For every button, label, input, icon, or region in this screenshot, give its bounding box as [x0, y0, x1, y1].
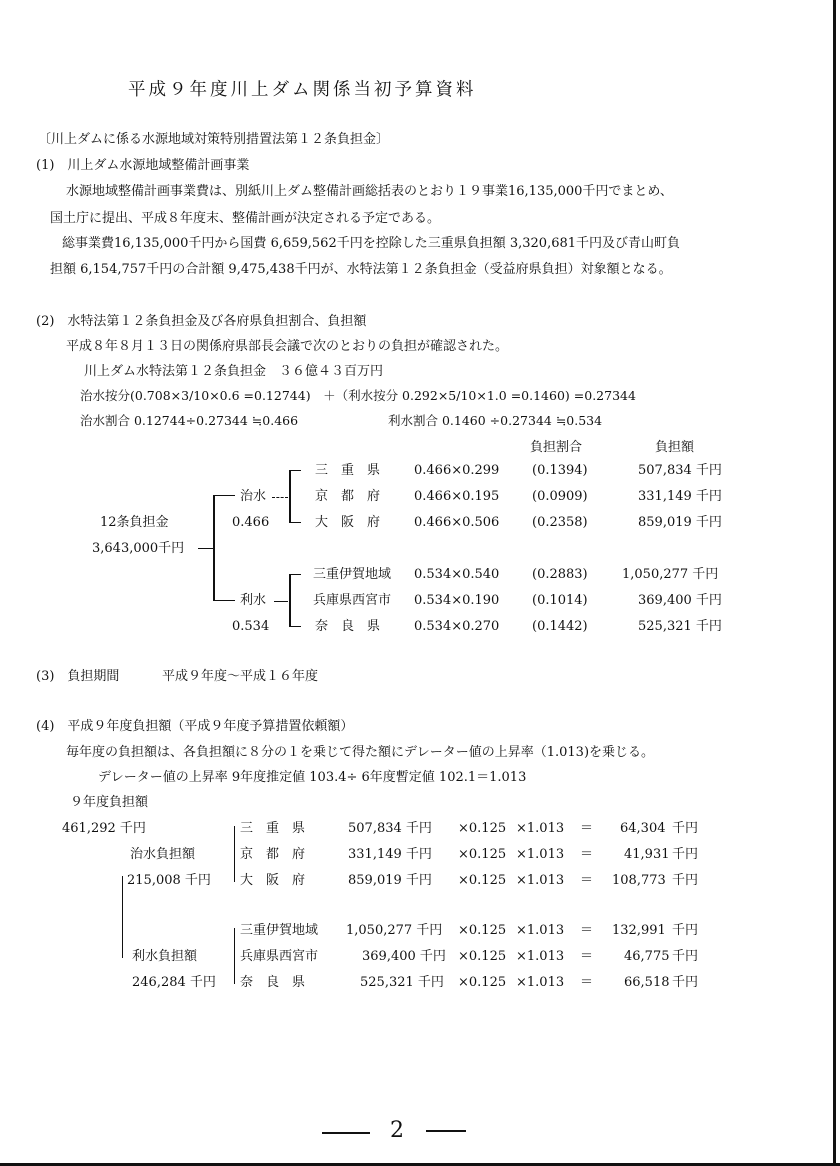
s4-flood-eq: ＝: [580, 847, 594, 862]
s4-flood-base: 331,149 千円: [348, 847, 432, 862]
section2-intro: 平成８年８月１３日の関係府県部長会議で次のとおりの負担が確認された。: [66, 339, 509, 354]
section4-sub-heading: ９年度負担額: [70, 795, 149, 810]
s4-water-f2: ×1.013: [516, 949, 565, 964]
flood-row-calc: 0.466×0.299: [414, 463, 500, 478]
water-row-amount: 369,400 千円: [638, 593, 722, 608]
s4-flood-base: 507,834 千円: [348, 821, 432, 836]
col-header-amount: 負担額: [655, 440, 695, 455]
s4-water-result: 132,991: [612, 923, 666, 938]
section4-flood-total: 215,008 千円: [127, 873, 211, 888]
tree-line: [213, 600, 235, 601]
s4-water-eq: ＝: [580, 949, 594, 964]
s4-water-f2: ×1.013: [516, 975, 565, 990]
section2-formula2b: 利水割合 0.1460 ÷0.27344 ≒0.534: [388, 413, 603, 428]
flood-row-ratio: (0.1394): [532, 463, 588, 478]
section3-heading: (3) 負担期間: [36, 669, 120, 684]
water-row-amount: 525,321 千円: [638, 619, 722, 634]
s4-flood-f2: ×1.013: [516, 873, 565, 888]
water-row-ratio: (0.1442): [532, 619, 588, 634]
water-row-calc: 0.534×0.540: [414, 567, 500, 582]
page-title: 平成９年度川上ダム関係当初予算資料: [128, 80, 477, 100]
section1-para2-line2: 担額 6,154,757千円の合計額 9,475,438千円が、水特法第１２条負担金（受益府県負担）対象額となる。: [50, 262, 672, 277]
page-number: 2: [390, 1118, 404, 1143]
water-row-pref: 兵庫県西宮市: [313, 593, 392, 608]
s4-flood-unit: 千円: [672, 847, 699, 862]
water-row-amount: 1,050,277 千円: [622, 567, 719, 582]
s4-flood-f2: ×1.013: [516, 821, 565, 836]
flood-row-amount: 507,834 千円: [638, 463, 722, 478]
s4-water-f1: ×0.125: [458, 975, 507, 990]
page-number-dash-right: [426, 1130, 466, 1132]
flood-row-amount: 331,149 千円: [638, 489, 722, 504]
s4-flood-f1: ×0.125: [458, 873, 507, 888]
water-row-calc: 0.534×0.190: [414, 593, 500, 608]
section2-total-line: 川上ダム水特法第１２条負担金 ３６億４３百万円: [84, 364, 384, 379]
section1-para2-line1: 総事業費16,135,000千円から国費 6,659,562千円を控除した三重県負担額 3,320,681千円及び青山町負: [62, 236, 681, 251]
s4-water-pref: 奈 良 県: [240, 975, 306, 990]
section4-line1: 毎年度の負担額は、各負担額に８分の１を乗じて得た額にデレーター値の上昇率（1.013)を乗じる。: [66, 745, 655, 760]
s4-flood-pref: 三 重 県: [240, 821, 306, 836]
water-row-calc: 0.534×0.270: [414, 619, 500, 634]
tree-line: [274, 601, 288, 602]
flood-row-ratio: (0.2358): [532, 515, 588, 530]
s4-flood-result: 41,931: [624, 847, 670, 862]
header-note: 〔川上ダムに係る水源地域対策特別措置法第１２条負担金〕: [38, 132, 390, 147]
s4-water-f1: ×0.125: [458, 949, 507, 964]
s4-water-unit: 千円: [672, 949, 699, 964]
tree-line: [198, 548, 214, 549]
flood-row-pref: 京 都 府: [315, 489, 381, 504]
water-ratio: 0.534: [232, 619, 270, 634]
section2-formula1: 治水按分(0.708×3/10×0.6 =0.12744) ＋（利水按分 0.292×5/10×1.0 =0.1460) =0.27344: [80, 388, 636, 403]
flood-row-calc: 0.466×0.195: [414, 489, 500, 504]
s4-flood-pref: 京 都 府: [240, 847, 306, 862]
tree-line: [289, 470, 291, 523]
water-row-ratio: (0.2883): [532, 567, 588, 582]
s4-flood-f1: ×0.125: [458, 847, 507, 862]
s4-water-eq: ＝: [580, 975, 594, 990]
tree-line: [213, 495, 235, 496]
flood-row-ratio: (0.0909): [532, 489, 588, 504]
tree-line: [289, 522, 301, 523]
s4-water-base: 369,400 千円: [362, 949, 446, 964]
water-row-pref: 奈 良 県: [315, 619, 381, 634]
s4-water-f2: ×1.013: [516, 923, 565, 938]
tree-line: [289, 574, 291, 627]
s4-flood-base: 859,019 千円: [348, 873, 432, 888]
s4-water-result: 66,518: [624, 975, 670, 990]
flood-label: 治水: [240, 489, 267, 504]
water-label: 利水: [240, 593, 267, 608]
s4-water-base: 525,321 千円: [360, 975, 444, 990]
s4-flood-f1: ×0.125: [458, 821, 507, 836]
tree-line: [289, 574, 301, 575]
section2-formula2a: 治水割合 0.12744÷0.27344 ≒0.466: [80, 413, 299, 428]
section4-water-label: 利水負担額: [132, 949, 198, 964]
s4-water-pref: 兵庫県西宮市: [240, 949, 319, 964]
s4-flood-unit: 千円: [672, 821, 699, 836]
flood-row-calc: 0.466×0.506: [414, 515, 500, 530]
flood-ratio: 0.466: [232, 515, 270, 530]
page-number-dash-left: [322, 1132, 370, 1134]
water-row-pref: 三重伊賀地域: [313, 567, 392, 582]
col-header-ratio: 負担割合: [530, 440, 583, 455]
tree-line: [234, 826, 235, 882]
s4-flood-result: 64,304: [620, 821, 666, 836]
s4-water-f1: ×0.125: [458, 923, 507, 938]
flood-row-amount: 859,019 千円: [638, 515, 722, 530]
tree-line: [272, 497, 288, 498]
s4-water-pref: 三重伊賀地域: [240, 923, 319, 938]
s4-flood-eq: ＝: [580, 873, 594, 888]
section1-para1-line1: 水源地域整備計画事業費は、別紙川上ダム整備計画総括表のとおり１９事業16,135,000千円でまとめ、: [66, 184, 673, 199]
total-label: 12条負担金: [100, 515, 169, 530]
s4-water-base: 1,050,277 千円: [346, 923, 443, 938]
water-row-ratio: (0.1014): [532, 593, 588, 608]
tree-line: [122, 876, 123, 958]
s4-water-unit: 千円: [672, 923, 699, 938]
section4-heading: (4) 平成９年度負担額（平成９年度予算措置依頼額）: [36, 719, 354, 734]
flood-row-pref: 大 阪 府: [315, 515, 381, 530]
tree-line: [289, 470, 301, 471]
s4-flood-eq: ＝: [580, 821, 594, 836]
tree-line: [234, 928, 235, 984]
s4-flood-result: 108,773: [612, 873, 666, 888]
section3-value: 平成９年度～平成１６年度: [162, 669, 319, 684]
s4-flood-unit: 千円: [672, 873, 699, 888]
section2-heading: (2) 水特法第１２条負担金及び各府県負担割合、負担額: [36, 314, 367, 329]
s4-water-result: 46,775: [624, 949, 670, 964]
s4-flood-pref: 大 阪 府: [240, 873, 306, 888]
s4-flood-f2: ×1.013: [516, 847, 565, 862]
section1-para1-line2: 国土庁に提出、平成８年度末、整備計画が決定される予定である。: [50, 211, 441, 226]
s4-water-unit: 千円: [672, 975, 699, 990]
total-value: 3,643,000千円: [92, 541, 185, 556]
flood-row-pref: 三 重 県: [315, 463, 381, 478]
section4-line2: デレーター値の上昇率 9年度推定値 103.4÷ 6年度暫定値 102.1＝1.013: [98, 770, 527, 785]
s4-water-eq: ＝: [580, 923, 594, 938]
section4-total: 461,292 千円: [62, 821, 146, 836]
tree-line: [289, 626, 301, 627]
section4-flood-label: 治水負担額: [130, 847, 196, 862]
section1-heading: (1) 川上ダム水源地域整備計画事業: [36, 158, 250, 173]
scan-edge-right: [833, 0, 836, 1166]
section4-water-total: 246,284 千円: [132, 975, 216, 990]
tree-line: [213, 495, 215, 601]
